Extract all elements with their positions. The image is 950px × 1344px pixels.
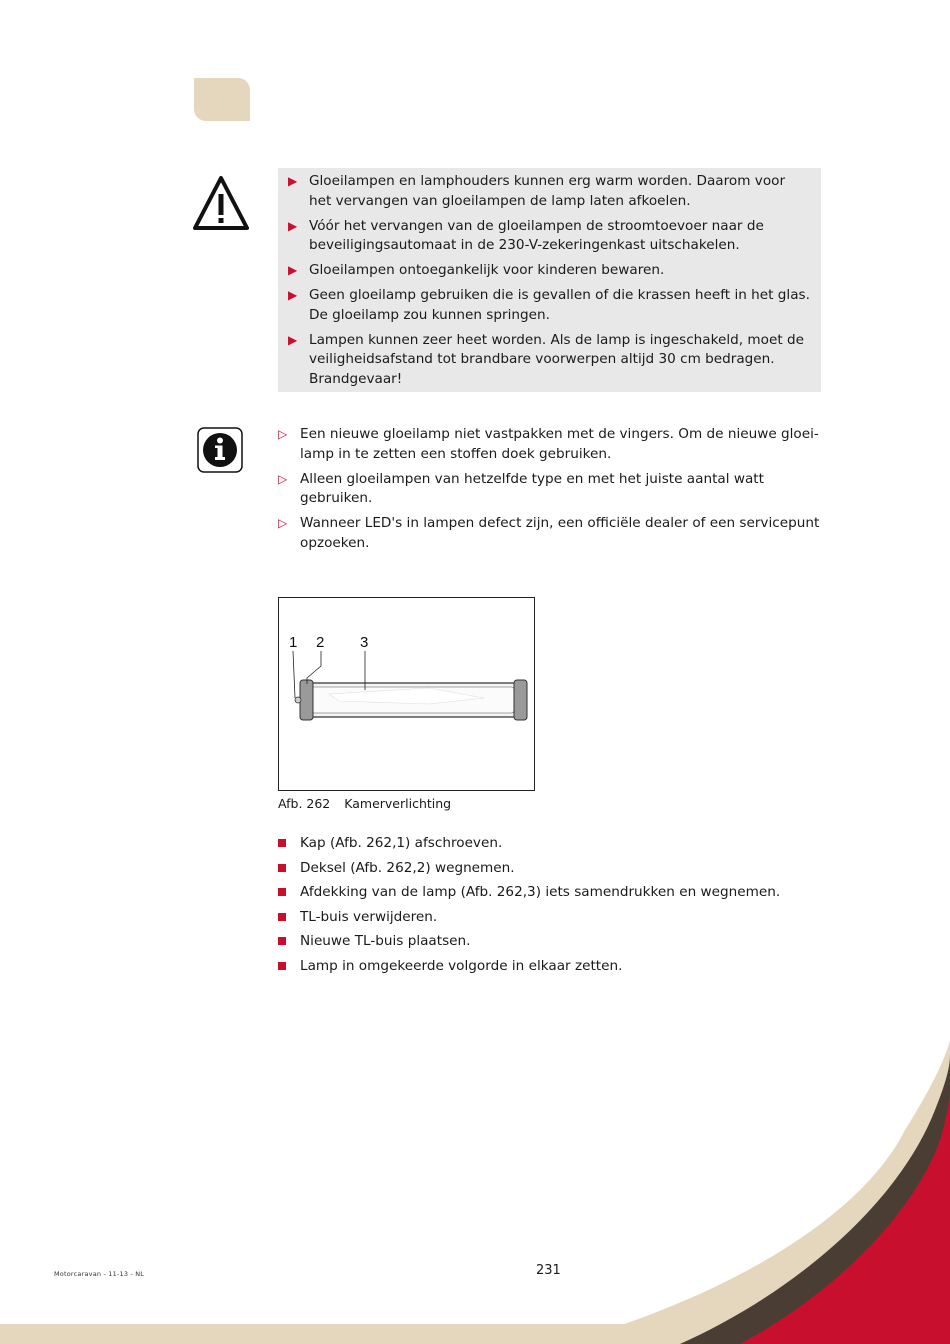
step-item: TL-buis verwijderen. (278, 908, 838, 928)
info-item: ▷ Een nieuwe gloeilamp niet vastpakken met de vingers. Om de nieuwe gloeilamp in te zetten een stoffen doek gebruiken. (278, 426, 819, 462)
footer-document-id: Motorcaravan - 11-13 - NL (54, 1270, 145, 1278)
info-item: ▷ Alleen gloeilampen van hetzelfde type en met het juiste aantal watt gebruiken. (278, 470, 764, 506)
warning-item: ▶ Gloeilampen en lamphouders kunnen erg warm worden. Daarom voor het vervangen van gloeilampen de lamp laten afkoelen. (288, 173, 786, 209)
warning-item: ▶ Geen gloeilamp gebruiken die is gevallen of die krassen heeft in het glas. De gloeilamp zou kunnen springen. (288, 287, 810, 323)
warning-item: ▶ Lampen kunnen zeer heet worden. Als de lamp is ingeschakeld, moet de veiligheidsafstand tot brandbare voorwerpen altijd 30 cm bedragen. Brandgevaar! (288, 331, 804, 387)
figure-label-2: 2 (316, 634, 325, 651)
warning-item: ▶ Vóór het vervangen van de gloeilampen de stroomtoevoer naar de beveiligingsautomaat in de 230-V-zekeringenkast uitschakelen. (288, 217, 764, 253)
red-triangle-bullet-icon: ▶ (288, 174, 298, 188)
warning-item: ▶ Gloeilampen ontoegankelijk voor kinderen bewaren. (288, 261, 811, 281)
step-item: Lamp in omgekeerde volgorde in elkaar zetten. (278, 957, 838, 977)
red-triangle-bullet-icon: ▶ (288, 218, 298, 233)
page-number: 231 (536, 1263, 561, 1278)
step-item: Deksel (Afb. 262,2) wegnemen. (278, 859, 838, 879)
step-item: Afdekking van de lamp (Afb. 262,3) iets samendrukken en wegnemen. (278, 883, 838, 903)
red-triangle-bullet-icon: ▶ (288, 332, 298, 347)
red-triangle-bullet-icon: ▶ (288, 288, 298, 302)
red-triangle-bullet-icon: ▶ (288, 263, 298, 277)
caption-number: Afb. 262 (278, 796, 331, 811)
caption-text: Kamerverlichting (344, 796, 452, 811)
outline-triangle-bullet-icon: ▷ (278, 516, 288, 530)
figure-label-1: 1 (289, 634, 298, 651)
step-item: Kap (Afb. 262,1) afschroeven. (278, 834, 838, 854)
step-item: Nieuwe TL-buis plaatsen. (278, 932, 838, 952)
outline-triangle-bullet-icon: ▷ (278, 427, 288, 441)
figure-label-3: 3 (360, 634, 369, 651)
info-item: ▷ Wanneer LED's in lampen defect zijn, een officiële dealer of een servicepunt opzoeken. (278, 515, 820, 551)
outline-triangle-bullet-icon: ▷ (278, 471, 288, 486)
